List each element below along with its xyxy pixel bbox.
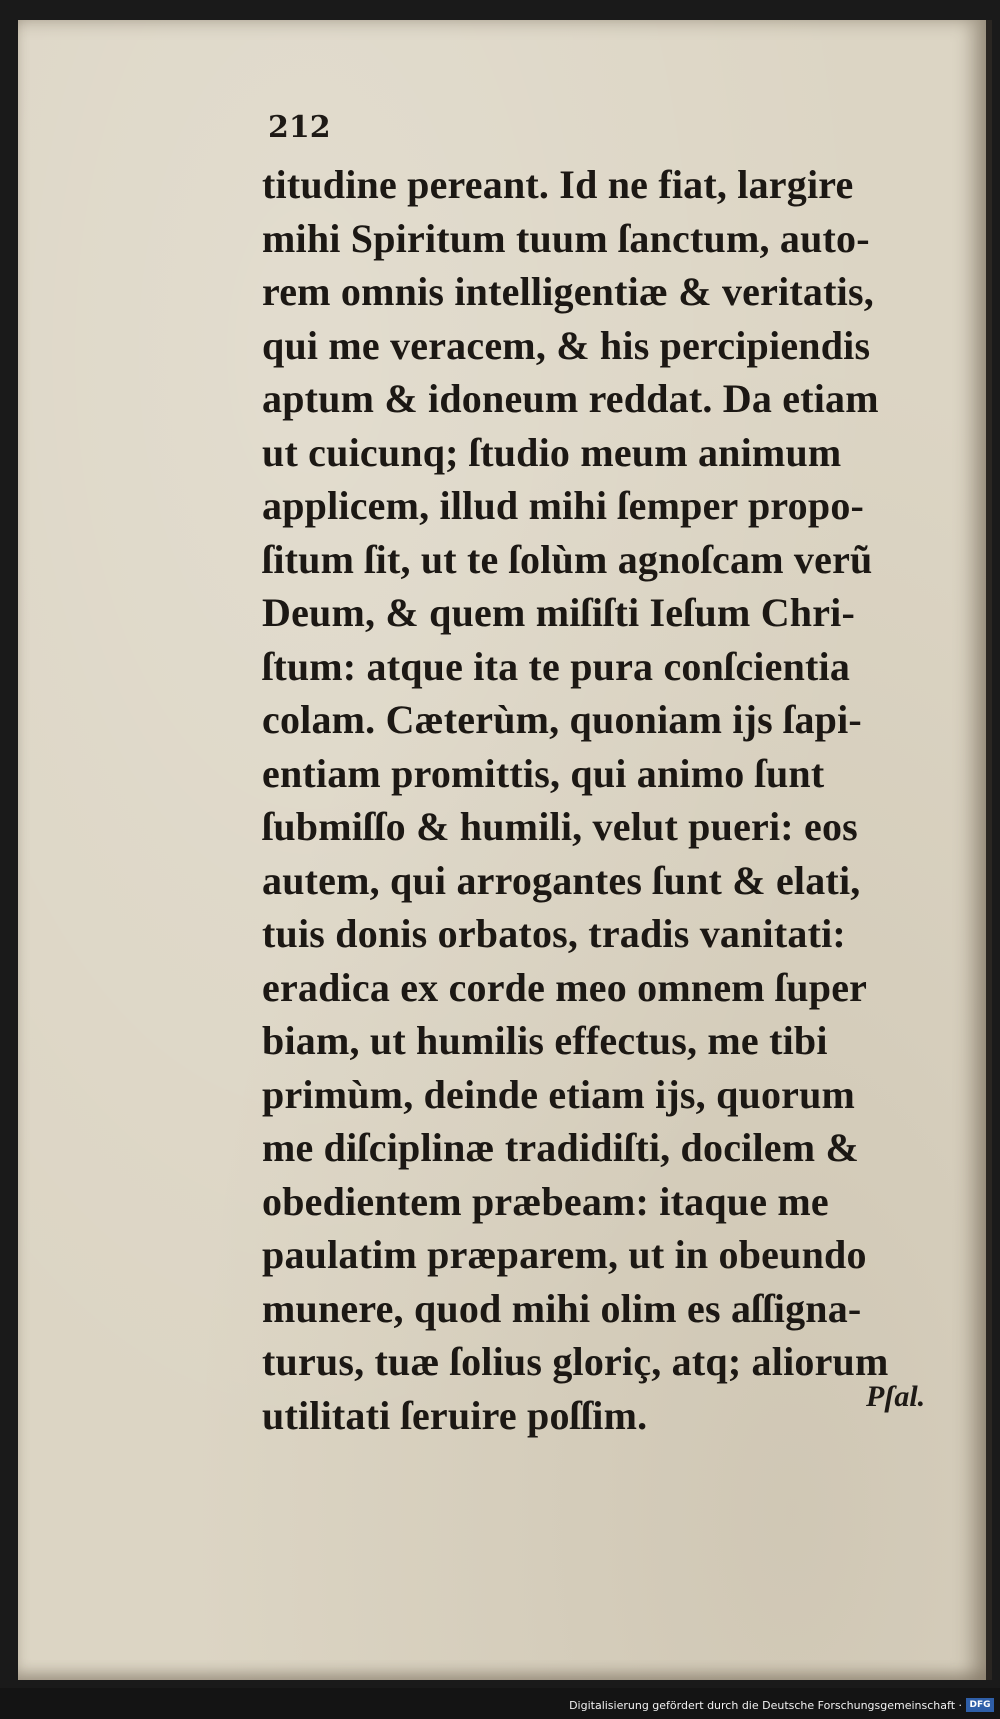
dfg-logo: DFG — [966, 1698, 994, 1712]
text-line: entiam promittis, qui animo ſunt — [262, 750, 825, 796]
page-number: 212 — [268, 110, 331, 145]
text-line: Deum, & quem miſiſti Ieſum Chri- — [262, 590, 856, 635]
funding-credit: Digitalisierung gefördert durch die Deutsche Forschungsgemeinschaft · — [569, 1699, 962, 1712]
text-line: utilitati ſeruire poſſim. — [262, 1392, 648, 1438]
text-line: qui me veracem, & his percipiendis — [262, 322, 871, 368]
text-line: turus, tuæ ſolius gloriç, atq; aliorum — [262, 1339, 889, 1384]
text-line: colam. Cæterùm, quoniam ijs ſapi- — [262, 697, 862, 742]
text-line: titudine pereant. Id ne fiat, largire — [262, 162, 854, 207]
text-line: autem, qui arrogantes ſunt & elati, — [262, 857, 861, 903]
catchword: Pſal. — [866, 1380, 926, 1413]
text-line: paulatim præparem, ut in obeundo — [262, 1232, 867, 1277]
text-line: ſitum ſit, ut te ſolùm agnoſcam verũ — [262, 536, 873, 582]
text-line: ſtum: atque ita te pura conſcientia — [262, 643, 851, 689]
text-line: ſubmiſſo & humili, velut pueri: eos — [262, 804, 858, 849]
text-line: biam, ut humilis effectus, me tibi — [262, 1018, 828, 1063]
text-line: ut cuicunq; ſtudio meum animum — [262, 429, 842, 475]
text-block — [262, 158, 962, 1442]
text-line: me diſciplinæ tradidiſti, docilem & — [262, 1125, 859, 1170]
text-line: rem omnis intelligentiæ & veritatis, — [262, 269, 874, 314]
text-line: applicem, illud mihi ſemper propo- — [262, 483, 865, 528]
text-line: tuis donis orbatos, tradis vanitati: — [262, 911, 846, 956]
text-line: aptum & idoneum reddat. Da etiam — [262, 376, 879, 421]
text-line: eradica ex corde meo omnem ſuper — [262, 964, 868, 1010]
text-line: munere, quod mihi olim es aſſigna- — [262, 1285, 862, 1331]
text-line: mihi Spiritum tuum ſanctum, auto- — [262, 215, 870, 261]
text-line: primùm, deinde etiam ijs, quorum — [262, 1071, 856, 1117]
text-line: obedientem præbeam: itaque me — [262, 1178, 829, 1224]
